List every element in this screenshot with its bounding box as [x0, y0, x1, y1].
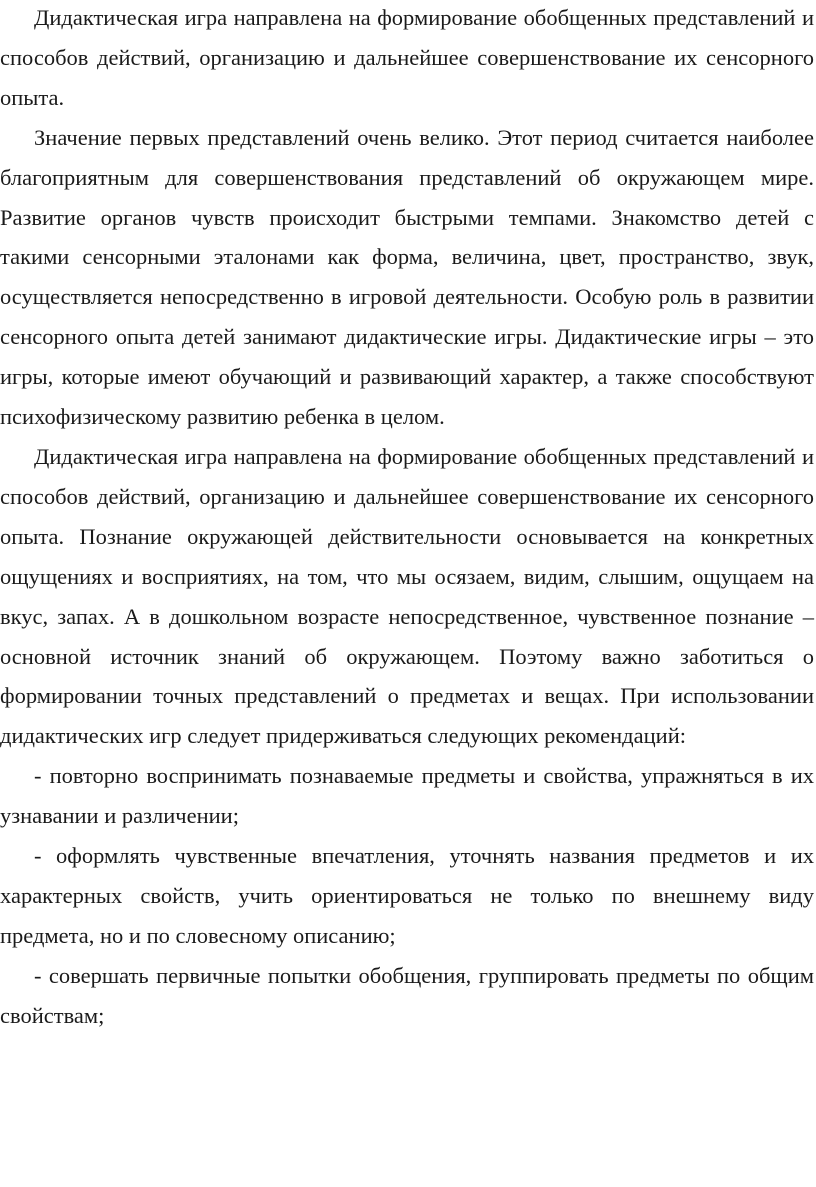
paragraph-3: Дидактическая игра направлена на формирование обобщенных представлений и способов действий, организацию и дальнейшее совершенствование их сенсорного опыта. Познание окружающей действительности основывается на конкретных ощущениях и восприятиях, на том, что мы осязаем, видим, слышим, ощущаем на вкус, запах. А в дошкольном возрасте непосредственное, чувственное познание – основной источник знаний об окружающем. Поэтому важно заботиться о формировании точных представлений о предметах и вещах. При использовании дидактических игр следует придерживаться следующих рекомендаций: [0, 443, 814, 749]
list-item-2: - оформлять чувственные впечатления, уточнять названия предметов и их характерных свойств, учить ориентироваться не только по внешнему виду предмета, но и по словесному описанию; [0, 843, 814, 948]
list-item-1: - повторно воспринимать познаваемые предметы и свойства, упражняться в их узнавании и различении; [0, 763, 814, 829]
paragraph-2: Значение первых представлений очень велико. Этот период считается наиболее благоприятным для совершенствования представлений об окружающем мире. Развитие органов чувств происходит быстрыми темпами. Знакомство детей с такими сенсорными эталонами как форма, величина, цвет, пространство, звук, осуществляется непосредственно в игровой деятельности. Особую роль в развитии сенсорного опыта детей занимают дидактические игры. Дидактические игры – это игры, которые имеют обучающий и развивающий характер, а также способствуют психофизическому развитию ребенка в целом. [0, 124, 814, 430]
paragraph-1: Дидактическая игра направлена на формирование обобщенных представлений и способов действий, организацию и дальнейшее совершенствование их сенсорного опыта. [0, 5, 814, 110]
list-item-3: - совершать первичные попытки обобщения, группировать предметы по общим свойствам; [0, 962, 814, 1028]
